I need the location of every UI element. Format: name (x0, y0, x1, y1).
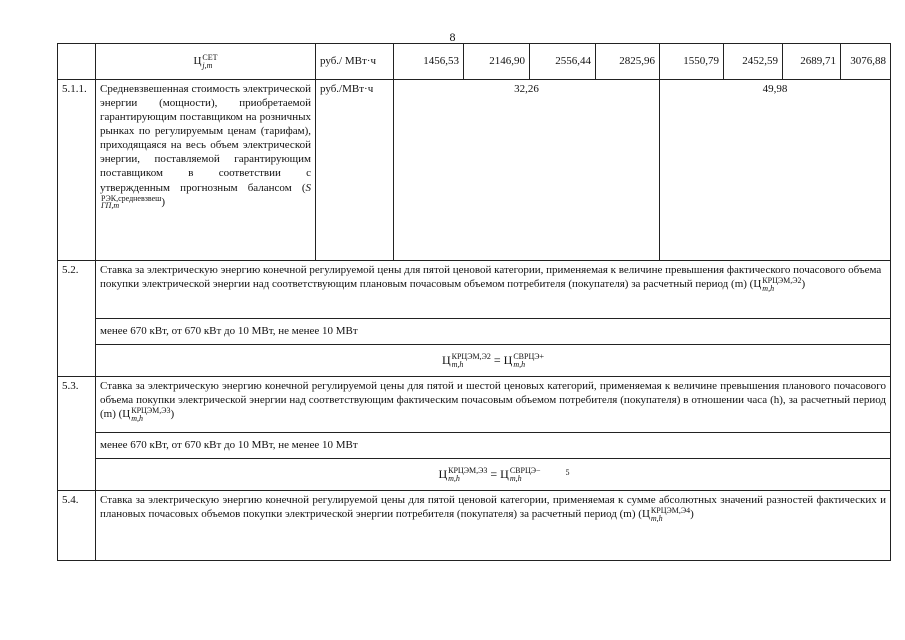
network-price-symbol (96, 44, 316, 80)
tariff-table (57, 43, 891, 561)
weighted-cost-value-a: 32,26 (394, 80, 660, 261)
table-row (58, 491, 891, 561)
value-cell: 2452,59 (724, 44, 783, 80)
symbol-sub: m,h (650, 513, 663, 523)
symbol-sup: КРЦЭМ,Э4 (650, 506, 691, 516)
row-number: 5.2. (58, 261, 96, 377)
value-cell: 3076,88 (841, 44, 891, 80)
row-number: 5.4. (58, 491, 96, 561)
unit-cell: руб./ МВт·ч (316, 44, 394, 80)
symbol-sub: j,m (202, 60, 213, 70)
value-cell: 1550,79 (660, 44, 724, 80)
table-row (58, 44, 891, 80)
value-cell: 2556,44 (530, 44, 596, 80)
symbol-base: Ц (753, 278, 762, 291)
weighted-cost-value-b: 49,98 (660, 80, 891, 261)
symbol-sub: m,h (131, 413, 144, 423)
symbol-sub: ГП,m (101, 201, 120, 211)
symbol-base: Ц (122, 408, 131, 421)
table-row (58, 377, 891, 433)
symbol-sup: КРЦЭМ,Э2 (762, 276, 802, 286)
row-description: Ставка за электрическую энергию конечной регулируемой цены для пятой ценовой категории, применяемая к величине превышения фактического почасового объема покупки электрической энергии над соответствующим плановым почасовым объемом потребителя (покупателя) за расчетный период (m) (Ц КРЦЭМ,Э2 m,h ) (96, 261, 891, 319)
symbol-base: S (305, 181, 311, 194)
table-row (58, 345, 891, 377)
description-text: Средневзвешенная стоимость электрической энергии (мощности), приобретаемой гарантирующим поставщиком на розничных рынках по регулируемым ценам (тарифам), приходящаяся на весь объем электрической энергии, поставляемой гарантирующим поставщиком в соответствии с утвержденным прогнозным балансом (100, 83, 311, 194)
category-cell: менее 670 кВт, от 670 кВт до 10 МВт, не менее 10 МВт (96, 433, 891, 459)
formula-cell: Ц КРЦЭМ,Э2 m,h = Ц СВРЦЭ+ m,h (96, 345, 891, 377)
symbol-base: Ц (193, 55, 202, 68)
table-row (58, 261, 891, 319)
symbol-sub: m,h (762, 283, 775, 293)
table-row (58, 459, 891, 491)
symbol-base: Ц (641, 508, 650, 521)
value-cell: 2689,71 (783, 44, 841, 80)
description-text: Ставка за электрическую энергию конечной регулируемой цены для пятой ценовой категории, применяемая к величине превышения фактического почасового объема покупки электрической энергии над соответствующим плановым почасовым объемом потребителя (покупателя) за расчетный период (m) ( (100, 264, 882, 291)
footnote-mark: 5 (565, 467, 570, 477)
page-number: 8 (449, 30, 456, 44)
table-row (58, 80, 891, 261)
description-text: Ставка за электрическую энергию конечной регулируемой цены для пятой и шестой ценовых категорий, применяемая к величине превышения планового почасового объема покупки электрической энергии над соответствующим фактическим почасовым объемом потребителя (покупателя) в отношении часа (h), за расчетный период (m) ( (100, 380, 886, 421)
value-cell: 2825,96 (596, 44, 660, 80)
value-cell: 1456,53 (394, 44, 464, 80)
row-number-cell (58, 44, 96, 80)
value-cell: 2146,90 (464, 44, 530, 80)
row-description: Ставка за электрическую энергию конечной регулируемой цены для пятой и шестой ценовых категорий, применяемая к величине превышения планового почасового объема покупки электрической энергии над соответствующим фактическим почасовым объемом потребителя (покупателя) в отношении часа (h), за расчетный период (m) (Ц КРЦЭМ,Э3 m,h ) (96, 377, 891, 433)
table-row (58, 433, 891, 459)
formula-cell: Ц КРЦЭМ,Э3 m,h = Ц СВРЦЭ− m,h $^5$ (96, 459, 891, 491)
symbol-sup: КРЦЭМ,Э3 (131, 406, 171, 416)
row-description: Средневзвешенная стоимость электрической энергии (мощности), приобретаемой гарантирующим поставщиком на розничных рынках по регулируемым ценам (тарифам), приходящаяся на весь объем электрической энергии, поставляемой гарантирующим поставщиком в соответствии с утвержденным прогнозным балансом (S РЭК,средневзвеш ГП,m ) (96, 80, 316, 261)
category-cell: менее 670 кВт, от 670 кВт до 10 МВт, не менее 10 МВт (96, 319, 891, 345)
row-number: 5.3. (58, 377, 96, 491)
symbol-sup: СЕТ (202, 52, 218, 62)
table-row (58, 319, 891, 345)
row-description: Ставка за электрическую энергию конечной регулируемой цены для пятой ценовой категории, применяемая к сумме абсолютных значений разностей фактических и плановых почасовых объемов покупки электрической энергии потребителя (покупателя) за расчетный период (m) (Ц КРЦЭМ,Э4 m,h ) (96, 491, 891, 561)
unit-cell: руб./МВт·ч (316, 80, 394, 261)
symbol-sup: РЭК,средневзвеш (101, 193, 162, 203)
row-number: 5.1.1. (58, 80, 96, 261)
description-text: Ставка за электрическую энергию конечной регулируемой цены для пятой ценовой категории, применяемая к сумме абсолютных значений разностей фактических и плановых почасовых объемов покупки электрической энергии потребителя (покупателя) за расчетный период (m) (100, 494, 886, 521)
